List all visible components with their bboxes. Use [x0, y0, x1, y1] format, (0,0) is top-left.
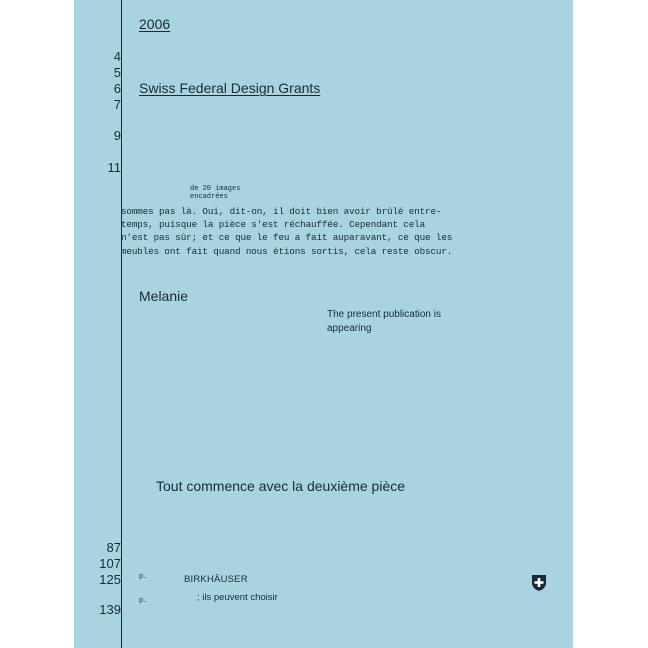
year: 2006 — [139, 16, 171, 32]
publisher-name: BIRKHÄUSER — [184, 574, 248, 585]
image-caption — [190, 185, 240, 201]
page-number: 4 — [113, 49, 121, 64]
swiss-cross-shield-icon — [531, 574, 547, 592]
book-cover — [74, 0, 573, 648]
page-marker: p. — [139, 597, 148, 605]
page-title: Swiss Federal Design Grants — [139, 80, 321, 96]
page-number: 139 — [99, 602, 121, 617]
page-number: 107 — [99, 556, 121, 571]
body-line: meubles ont fait quand nous étions sortis, cela reste obscur. — [121, 245, 453, 257]
page-number: 11 — [107, 160, 121, 175]
caption-line: de 20 images — [190, 185, 241, 193]
publication-note-line: appearing — [327, 323, 372, 334]
vertical-rule — [121, 0, 122, 648]
body-line: n'est pas sûr; et ce que le feu a fait auparavant, ce que les — [121, 232, 453, 244]
page-number: 7 — [113, 97, 121, 112]
page-number: 87 — [106, 540, 121, 555]
body-line: temps, puisque la pièce s'est réchauffée. Cependant cela — [121, 219, 426, 231]
author-name: Melanie — [139, 288, 189, 304]
footer-text: ; ils peuvent choisir — [197, 592, 278, 603]
body-paragraph — [121, 205, 453, 258]
page-number: 6 — [113, 81, 121, 96]
publication-note — [327, 308, 441, 336]
page-marker: p. — [139, 573, 148, 581]
body-line: sommes pas là. Oui, dit-on, il doit bien avoir brûlé entre- — [121, 206, 442, 217]
page-number: 125 — [99, 572, 121, 587]
page-number: 9 — [113, 128, 121, 143]
page-number: 5 — [113, 65, 121, 80]
publication-note-line: The present publication is — [327, 309, 441, 320]
section-heading: Tout commence avec la deuxième pièce — [156, 478, 406, 494]
caption-line: encadrées — [190, 193, 228, 201]
